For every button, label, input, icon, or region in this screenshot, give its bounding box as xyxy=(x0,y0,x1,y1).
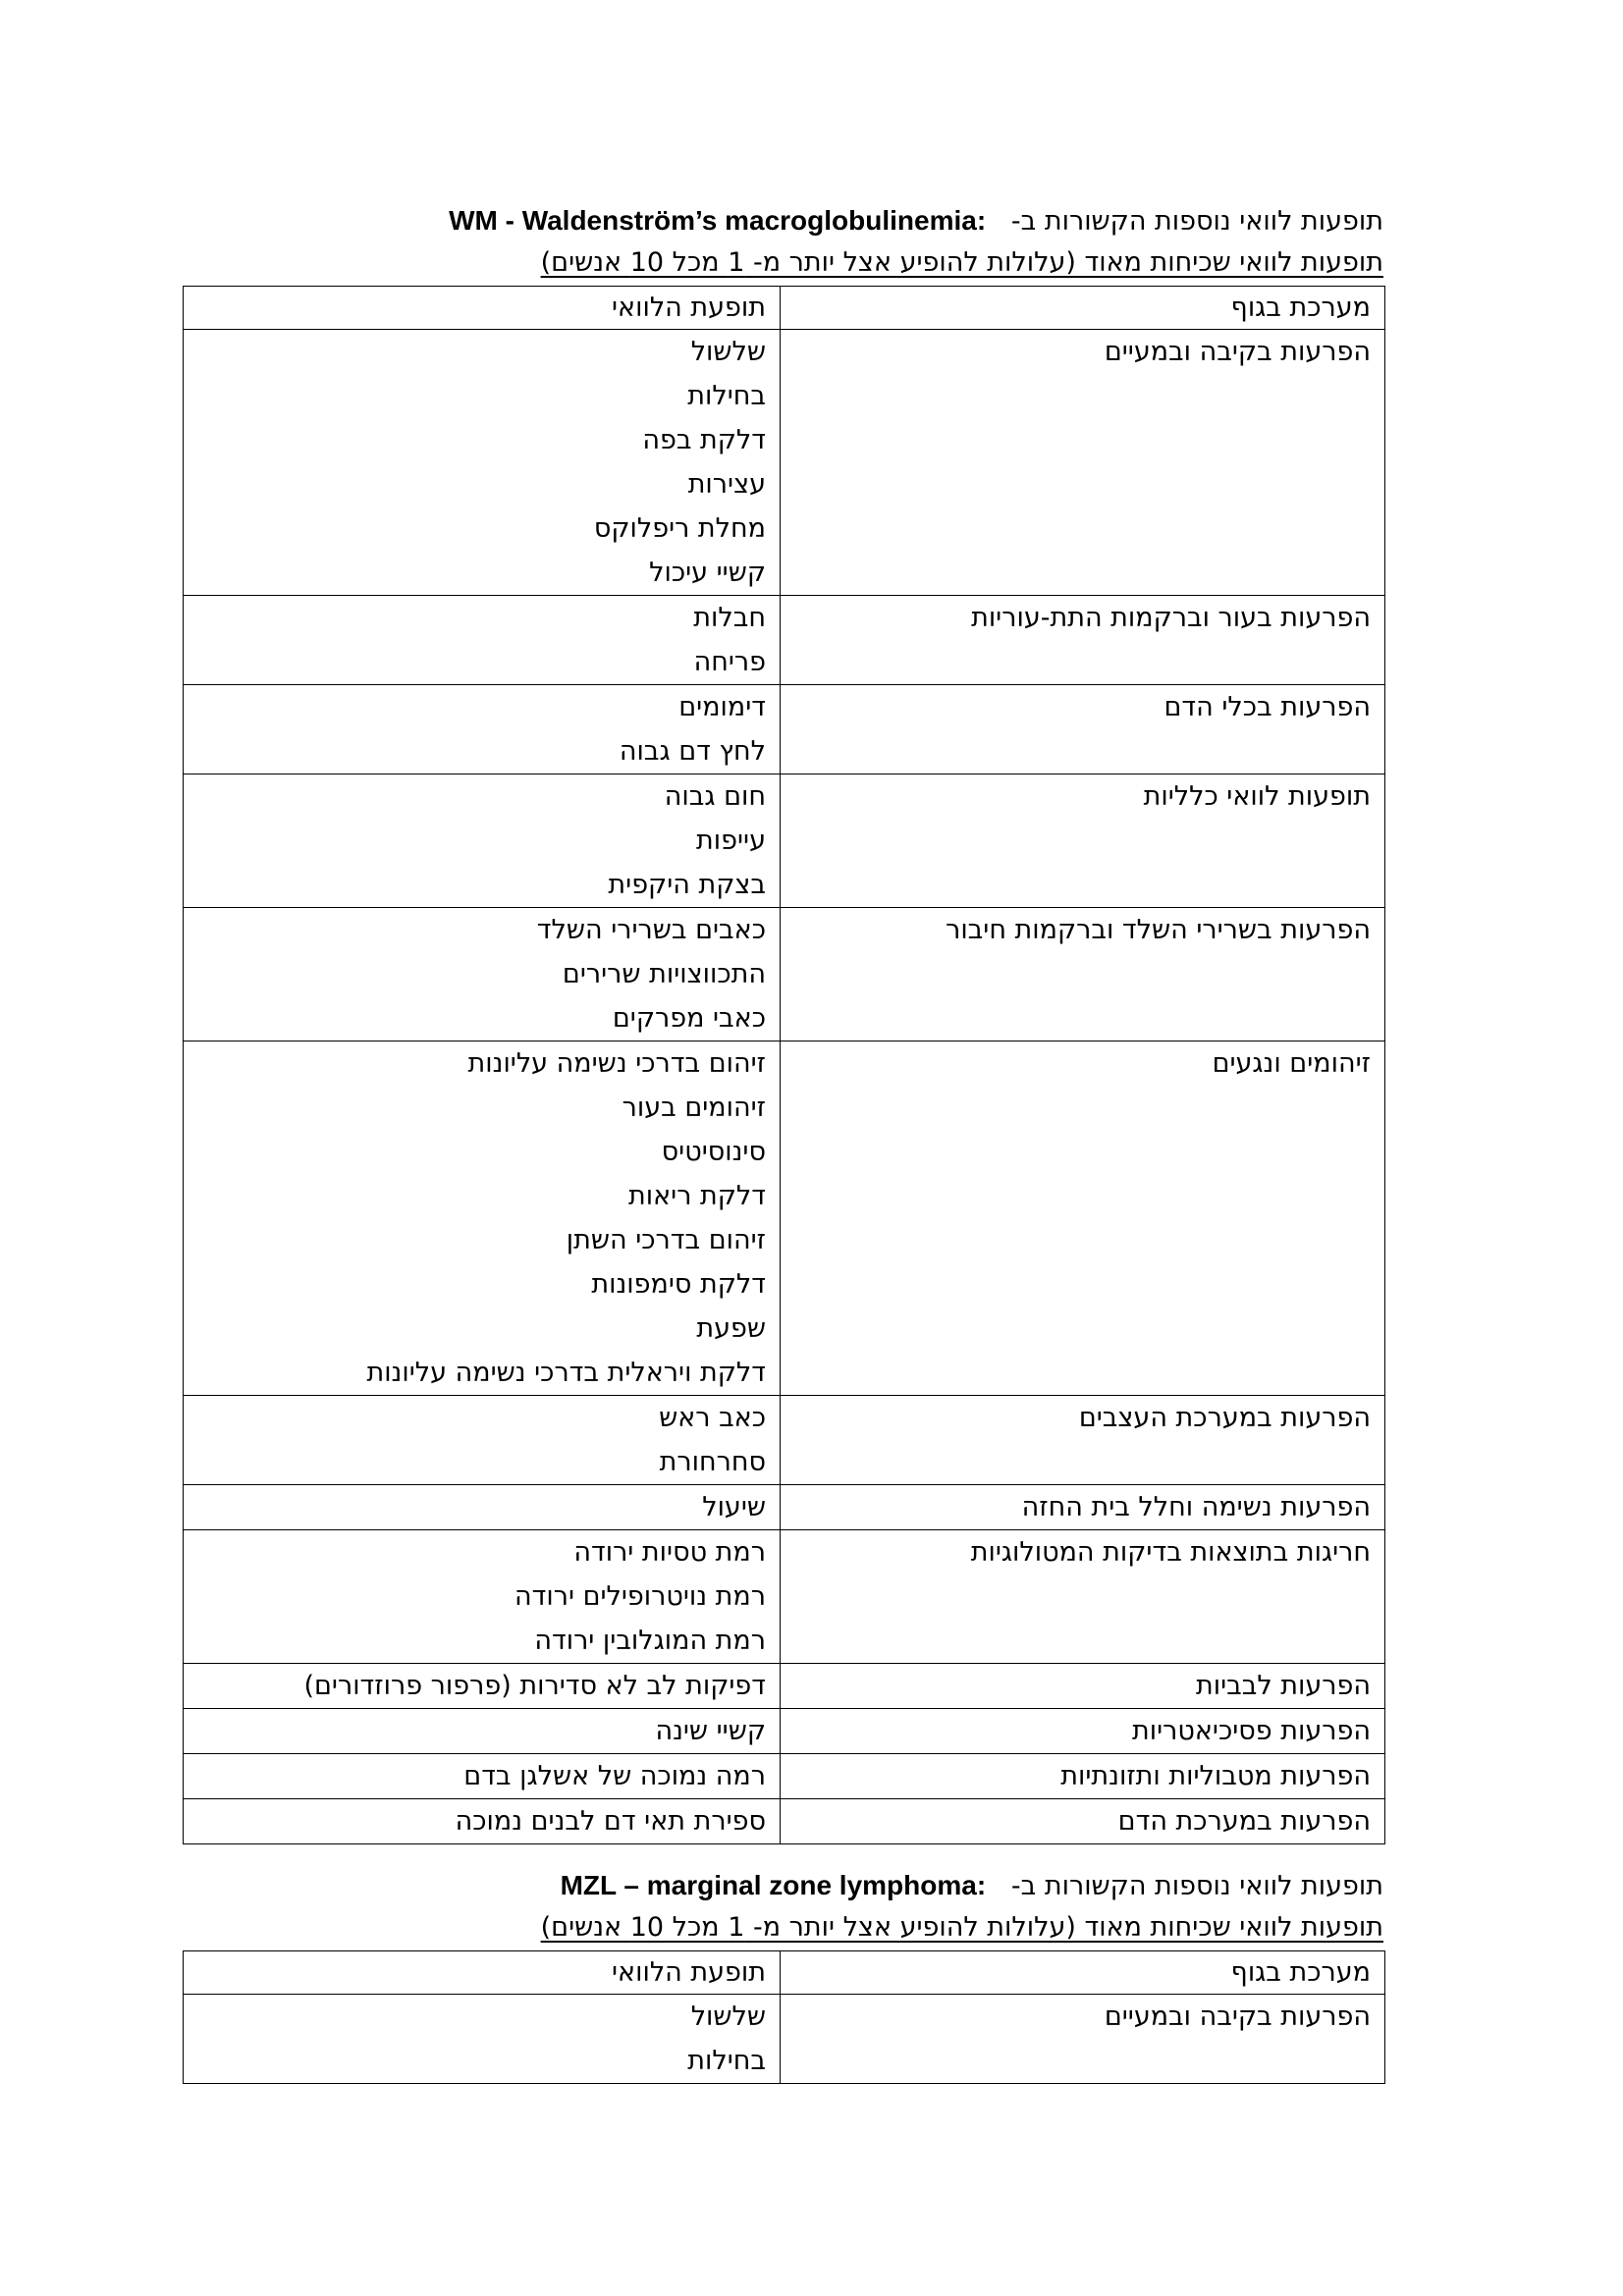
side-effect-item: דלקת ריאות xyxy=(628,1181,766,1211)
table-body xyxy=(184,1995,1385,2084)
body-system-label: הפרעות במערכת העצבים xyxy=(1078,1403,1371,1433)
side-effect-item: דימומים xyxy=(678,692,766,722)
frequency-subheading: תופעות לוואי שכיחות מאוד (עלולות להופיע אצל יותר מ- 1 מכל 10 אנשים) xyxy=(540,247,1383,278)
table-row xyxy=(184,1799,1385,1844)
side-effect-item: קשיי עיכול xyxy=(649,558,766,588)
column-header-system: מערכת בגוף xyxy=(781,1951,1385,1995)
body-system-cell xyxy=(781,1799,1385,1844)
section-mzl xyxy=(184,1866,1385,2084)
body-system-label: חריגות בתוצאות בדיקות המטולוגיות xyxy=(970,1537,1371,1568)
side-effect-item: זיהומים בעור xyxy=(622,1093,766,1123)
body-system-cell xyxy=(781,1530,1385,1664)
body-system-label: הפרעות בכלי הדם xyxy=(1163,692,1371,722)
body-system-cell xyxy=(781,596,1385,685)
side-effect-cell xyxy=(184,774,781,908)
body-system-label: זיהומים ונגעים xyxy=(1212,1048,1371,1079)
side-effect-cell xyxy=(184,1709,781,1754)
side-effect-item: דפיקות לב לא סדירות (פרפור פרוזדורים) xyxy=(303,1671,766,1701)
heading-prefix: תופעות לוואי נוספות הקשורות ב- xyxy=(1010,206,1383,237)
body-system-label: הפרעות פסיכיאטריות xyxy=(1132,1716,1371,1746)
side-effect-item: דלקת בפה xyxy=(642,425,766,455)
body-system-cell xyxy=(781,1396,1385,1485)
column-header-system: מערכת בגוף xyxy=(781,287,1385,330)
body-system-cell xyxy=(781,774,1385,908)
side-effect-item: בחילות xyxy=(687,381,766,411)
side-effect-item: זיהום בדרכי נשימה עליונות xyxy=(467,1048,766,1079)
side-effect-item: שלשול xyxy=(690,337,766,367)
side-effect-item: עצירות xyxy=(687,469,766,500)
section-heading xyxy=(184,1866,1385,1905)
body-system-label: הפרעות בעור וברקמות התת-עוריות xyxy=(971,603,1371,633)
side-effect-item: חום גבוה xyxy=(664,781,766,812)
column-header-effect: תופעת הלוואי xyxy=(184,1951,781,1995)
side-effect-cell xyxy=(184,1799,781,1844)
body-system-label: הפרעות במערכת הדם xyxy=(1117,1806,1371,1837)
heading-term: MZL – marginal zone lymphoma: xyxy=(560,1870,987,1900)
side-effect-item: זיהום בדרכי השתן xyxy=(566,1225,766,1255)
body-system-label: הפרעות בקיבה ובמעיים xyxy=(1104,337,1371,367)
table-body xyxy=(184,330,1385,1844)
table-row xyxy=(184,1530,1385,1664)
body-system-label: הפרעות מטבוליות ותזונתיות xyxy=(1060,1761,1371,1791)
table-row xyxy=(184,1485,1385,1530)
side-effect-cell xyxy=(184,1995,781,2084)
side-effect-cell xyxy=(184,1754,781,1799)
body-system-cell xyxy=(781,685,1385,774)
body-system-label: הפרעות לבביות xyxy=(1195,1671,1371,1701)
side-effect-item: עייפות xyxy=(696,826,766,856)
table-row xyxy=(184,1709,1385,1754)
table-row xyxy=(184,596,1385,685)
heading-term: WM - Waldenström’s macroglobulinemia: xyxy=(449,205,987,236)
side-effect-item: שיעול xyxy=(702,1492,766,1522)
table-row xyxy=(184,1396,1385,1485)
side-effect-cell xyxy=(184,1396,781,1485)
side-effect-item: שפעת xyxy=(696,1313,766,1344)
side-effect-item: דלקת סימפונות xyxy=(591,1269,766,1300)
side-effects-table xyxy=(183,286,1385,1844)
side-effect-cell xyxy=(184,1664,781,1709)
side-effect-item: סחרחורת xyxy=(659,1447,766,1477)
side-effect-cell xyxy=(184,908,781,1041)
table-row xyxy=(184,1995,1385,2084)
body-system-label: הפרעות בשרירי השלד וברקמות חיבור xyxy=(946,915,1371,945)
heading-prefix: תופעות לוואי נוספות הקשורות ב- xyxy=(1010,1871,1383,1901)
side-effect-item: סינוסיטיס xyxy=(661,1137,766,1167)
side-effect-item: כאבים בשרירי השלד xyxy=(536,915,766,945)
body-system-label: הפרעות נשימה וחלל בית החזה xyxy=(1021,1492,1371,1522)
body-system-cell xyxy=(781,1754,1385,1799)
column-header-effect: תופעת הלוואי xyxy=(184,287,781,330)
table-row xyxy=(184,330,1385,596)
side-effect-item: כאבי מפרקים xyxy=(612,1003,766,1034)
side-effect-cell xyxy=(184,330,781,596)
body-system-cell xyxy=(781,1995,1385,2084)
section-wm xyxy=(184,201,1385,1844)
body-system-cell xyxy=(781,1709,1385,1754)
table-row xyxy=(184,1664,1385,1709)
table-header-row xyxy=(184,1951,1385,1995)
side-effect-cell xyxy=(184,1485,781,1530)
side-effect-item: פריחה xyxy=(693,647,766,677)
section-heading xyxy=(184,201,1385,240)
side-effect-item: רמת נויטרופילים ירודה xyxy=(514,1581,766,1612)
side-effect-item: חבלות xyxy=(693,603,766,633)
side-effect-item: בחילות xyxy=(687,2046,766,2076)
side-effect-cell xyxy=(184,1530,781,1664)
side-effect-item: קשיי שינה xyxy=(655,1716,766,1746)
side-effect-item: בצקת היקפית xyxy=(608,870,766,900)
side-effects-table xyxy=(183,1950,1385,2084)
side-effect-item: רמת המוגלובין ירודה xyxy=(534,1626,766,1656)
table-row xyxy=(184,685,1385,774)
body-system-cell xyxy=(781,908,1385,1041)
table-row xyxy=(184,1754,1385,1799)
side-effect-item: ספירת תאי דם לבנים נמוכה xyxy=(455,1806,766,1837)
side-effect-item: התכווצויות שרירים xyxy=(562,959,766,989)
document-page xyxy=(184,201,1385,2084)
table-header-row xyxy=(184,287,1385,330)
table-row xyxy=(184,908,1385,1041)
body-system-cell xyxy=(781,330,1385,596)
table-row xyxy=(184,774,1385,908)
side-effect-item: כאב ראש xyxy=(659,1403,766,1433)
body-system-cell xyxy=(781,1485,1385,1530)
table-row xyxy=(184,1041,1385,1396)
side-effect-item: שלשול xyxy=(690,2002,766,2032)
body-system-label: תופעות לוואי כלליות xyxy=(1143,781,1371,812)
side-effect-cell xyxy=(184,596,781,685)
body-system-cell xyxy=(781,1041,1385,1396)
side-effect-item: רמה נמוכה של אשלגן בדם xyxy=(463,1761,766,1791)
side-effect-cell xyxy=(184,685,781,774)
side-effect-item: מחלת ריפלוקס xyxy=(593,513,766,544)
body-system-cell xyxy=(781,1664,1385,1709)
side-effect-item: דלקת ויראלית בדרכי נשימה עליונות xyxy=(366,1358,766,1388)
side-effect-cell xyxy=(184,1041,781,1396)
side-effect-item: לחץ דם גבוה xyxy=(619,736,766,767)
side-effect-item: רמת טסיות ירודה xyxy=(573,1537,766,1568)
frequency-subheading: תופעות לוואי שכיחות מאוד (עלולות להופיע אצל יותר מ- 1 מכל 10 אנשים) xyxy=(540,1912,1383,1943)
body-system-label: הפרעות בקיבה ובמעיים xyxy=(1104,2002,1371,2032)
